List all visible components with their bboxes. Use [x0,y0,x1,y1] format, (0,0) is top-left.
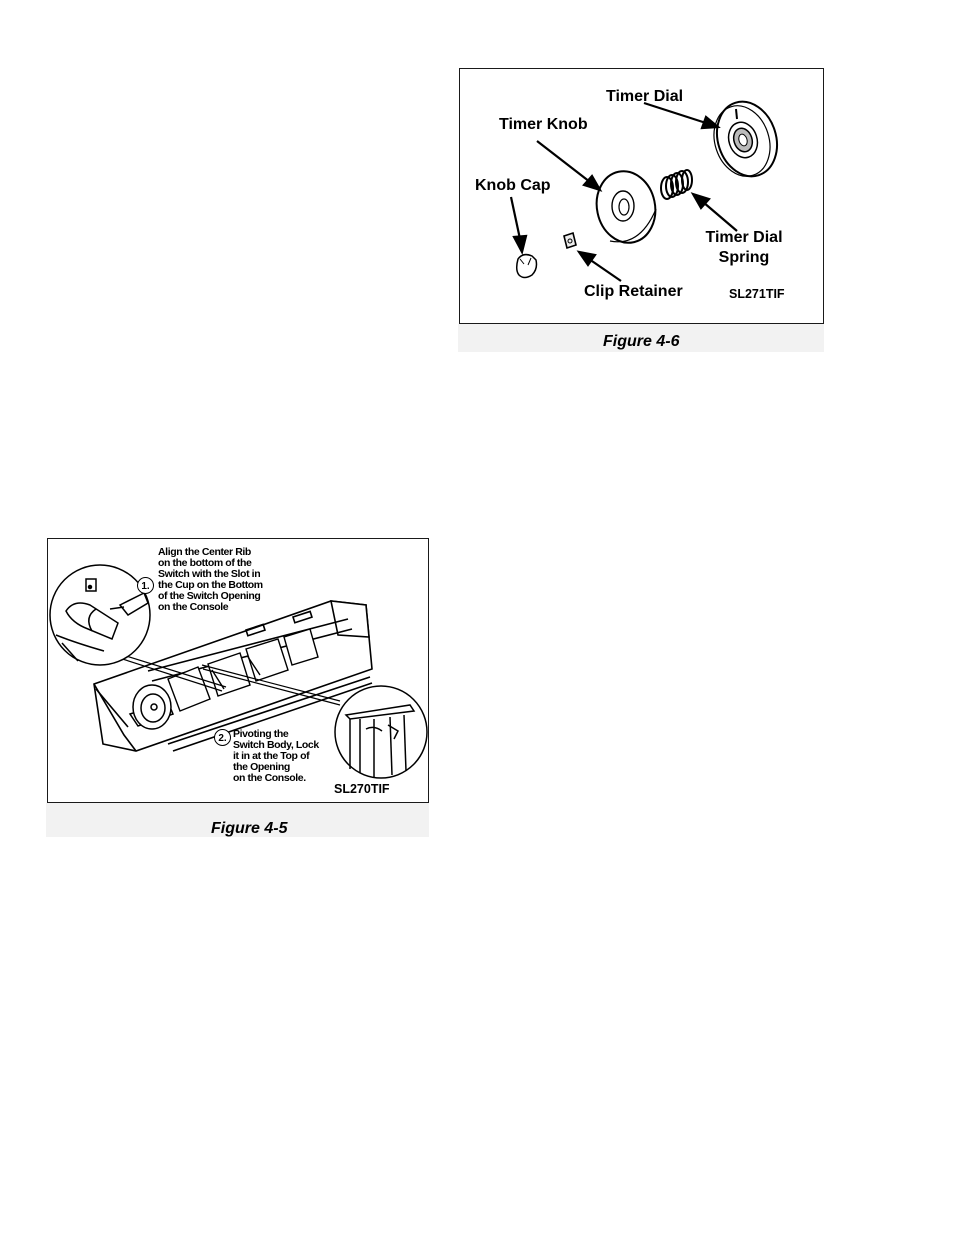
step-2-line: it in at the Top of [233,750,310,762]
step-1-line: on the bottom of the [158,557,252,569]
step-1-line: Align the Center Rib [158,546,251,558]
label-timer-dial-spring-line2: Spring [718,249,770,266]
step-1-line: of the Switch Opening [158,590,261,602]
timer-knob-part [590,166,662,248]
step-2-line: Switch Body, Lock [233,739,319,751]
step-2-text [233,729,319,784]
label-knob-cap: Knob Cap [475,177,551,194]
step-1-line: on the Console [158,601,229,613]
timer-dial-spring-part [661,170,692,199]
label-timer-knob: Timer Knob [499,116,588,133]
step-1-line: Switch with the Slot in [158,568,261,580]
step-2-line: on the Console. [233,772,306,784]
clip-retainer-part [564,233,576,248]
figure-code: SL271TIF [729,287,785,301]
detail-circle-2 [335,686,427,778]
figure-4-6-caption: Figure 4-6 [603,333,680,350]
step-2-badge: 2. [214,729,231,746]
step-1-badge: 1. [137,577,154,594]
timer-dial-part [705,94,786,184]
label-timer-dial-spring [704,228,784,268]
step-1-line: the Cup on the Bottom [158,579,263,591]
figure-4-6-frame [459,68,824,324]
label-timer-dial-spring-line1: Timer Dial [705,229,783,246]
detail-circle-1 [50,565,150,665]
figure-code: SL270TIF [334,782,390,796]
figure-4-5-frame [47,538,429,803]
step-2-line: Pivoting the [233,728,289,740]
figure-4-5-caption: Figure 4-5 [211,820,288,837]
knob-cap-part [517,255,537,278]
step-2-line: the Opening [233,761,290,773]
label-clip-retainer: Clip Retainer [584,283,683,300]
label-timer-dial: Timer Dial [606,88,684,105]
step-1-text [158,547,263,613]
